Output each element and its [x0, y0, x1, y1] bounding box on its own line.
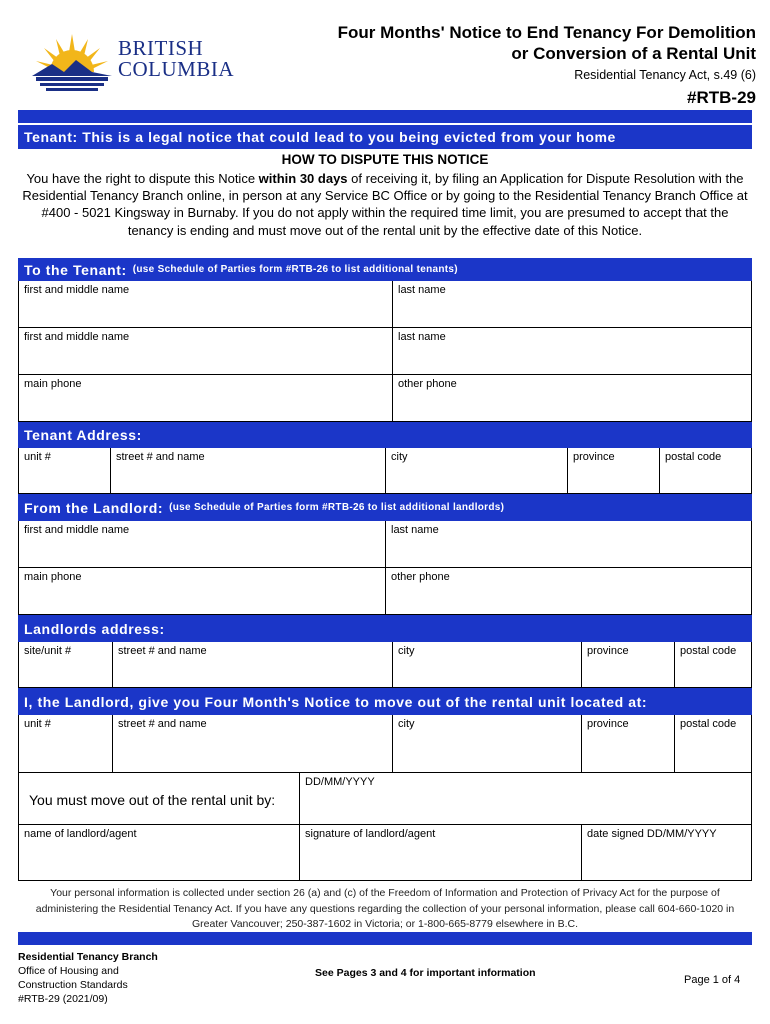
rental-postal-field[interactable] [675, 715, 751, 772]
rental-province-field[interactable] [582, 715, 675, 772]
tenant-name-row-2 [18, 328, 752, 375]
tenant-first-name-field-2[interactable] [19, 328, 393, 374]
landlord-address-row [18, 642, 752, 688]
landlord-phone-row [18, 568, 752, 615]
logo-line-2: COLUMBIA [118, 57, 235, 81]
field-label: city [391, 451, 408, 463]
field-label: postal code [680, 645, 737, 657]
landlord-section-bar [18, 494, 752, 521]
field-label: postal code [665, 451, 722, 463]
field-label: city [398, 645, 415, 657]
field-label: street # and name [118, 718, 207, 730]
field-label: main phone [24, 378, 82, 390]
field-label: main phone [24, 571, 82, 583]
landlord-postal-field[interactable] [675, 642, 751, 687]
landlord-section-heading: From the Landlord: [24, 499, 164, 516]
landlord-last-name-field[interactable] [386, 521, 751, 567]
landlord-province-field[interactable] [582, 642, 675, 687]
tenant-address-row [18, 448, 752, 494]
form-title [286, 22, 756, 64]
field-label: date signed DD/MM/YYYY [587, 828, 717, 840]
divider-bar [18, 110, 752, 123]
field-label: city [398, 718, 415, 730]
landlord-agent-name-field[interactable] [19, 825, 300, 880]
notice-section-heading: I, the Landlord, give you Four Month's Notice to move out of the rental unit located at: [24, 693, 648, 710]
rental-city-field[interactable] [393, 715, 582, 772]
field-label: last name [391, 524, 439, 536]
tenant-other-phone-field[interactable] [393, 375, 751, 421]
landlord-address-bar [18, 615, 752, 642]
tenant-province-field[interactable] [568, 448, 660, 493]
dispute-deadline: within 30 days [258, 171, 348, 186]
tenant-section-bar [18, 258, 752, 281]
move-out-row [18, 773, 752, 825]
landlord-city-field[interactable] [393, 642, 582, 687]
landlord-street-field[interactable] [113, 642, 393, 687]
tenant-street-field[interactable] [111, 448, 386, 493]
field-label: first and middle name [24, 284, 130, 296]
tenant-address-heading: Tenant Address: [24, 427, 142, 443]
rental-unit-field[interactable] [19, 715, 113, 772]
move-out-date-field[interactable] [300, 773, 751, 824]
field-label: street # and name [118, 645, 207, 657]
tenant-last-name-field-2[interactable] [393, 328, 751, 374]
field-label: name of landlord/agent [24, 828, 137, 840]
landlord-main-phone-field[interactable] [19, 568, 386, 614]
dispute-text [18, 170, 752, 239]
field-label: province [573, 451, 615, 463]
date-signed-field[interactable] [582, 825, 751, 880]
dispute-heading: HOW TO DISPUTE THIS NOTICE [281, 152, 489, 167]
tenant-first-name-field-1[interactable] [19, 281, 393, 327]
field-label: signature of landlord/agent [305, 828, 436, 840]
field-label: province [587, 645, 629, 657]
privacy-notice: Your personal information is collected under section 26 (a) and (c) of the Freedom of Information and Protection of Privacy Act for the purpose of administering the Residential Tenancy Act. If you have any questions regarding the collection of your personal information, please call 604-660-1020 in Greater Vancouver; 250-387-1602 in Victoria; or 1-800-665-8779 elsewhere in B.C. [35, 887, 735, 930]
dispute-text-part-2: of receiving it, by filing an Application for Dispute Resolution with the Residential Tenancy Branch online, in person at any Service BC Office or by going to the Residential Tenancy Branch Office at #400 - 5021 Kingsway in Burnaby. If you do not apply within the required time limit, you are presumed to accept that the tenancy is ending and must move out of the rental unit by the effective date of this Notice. [22, 171, 748, 238]
tenant-main-phone-field[interactable] [19, 375, 393, 421]
field-label: unit # [24, 451, 51, 463]
tenant-postal-field[interactable] [660, 448, 751, 493]
field-label: other phone [391, 571, 450, 583]
bc-logo [30, 30, 240, 92]
page-number: Page 1 of 4 [684, 974, 741, 986]
form-title-line-1: Four Months' Notice to End Tenancy For Demolition [337, 23, 756, 42]
dispute-text-part-1: You have the right to dispute this Notice [26, 171, 259, 186]
footer-divider-bar [18, 932, 752, 945]
logo-wordmark [118, 38, 234, 80]
footer-branch: Residential Tenancy Branch [18, 951, 158, 963]
logo-line-1: BRITISH [118, 36, 204, 60]
field-label: street # and name [116, 451, 205, 463]
field-label: postal code [680, 718, 737, 730]
landlord-section-note: (use Schedule of Parties form #RTB-26 to list additional landlords) [169, 502, 505, 513]
form-number: #RTB-29 [687, 88, 756, 107]
form-title-line-2: or Conversion of a Rental Unit [511, 44, 756, 63]
tenant-city-field[interactable] [386, 448, 568, 493]
footer-office-line-2: Construction Standards [18, 979, 128, 991]
footer-branch-info [18, 950, 158, 1006]
landlord-unit-field[interactable] [19, 642, 113, 687]
field-label: last name [398, 284, 446, 296]
tenant-unit-field[interactable] [19, 448, 111, 493]
landlord-first-name-field[interactable] [19, 521, 386, 567]
bc-sun-mountain-icon [30, 30, 114, 92]
field-label: site/unit # [24, 645, 72, 657]
landlord-other-phone-field[interactable] [386, 568, 751, 614]
rental-street-field[interactable] [113, 715, 393, 772]
tenant-section-note: (use Schedule of Parties form #RTB-26 to list additional tenants) [132, 264, 458, 275]
move-out-label: You must move out of the rental unit by: [19, 773, 300, 824]
field-label: unit # [24, 718, 51, 730]
tenant-section-heading: To the Tenant: [24, 261, 127, 278]
landlord-name-row [18, 521, 752, 568]
form-subtitle: Residential Tenancy Act, s.49 (6) [574, 68, 756, 82]
tenant-phone-row [18, 375, 752, 422]
field-label: first and middle name [24, 524, 130, 536]
warning-bar [18, 125, 752, 149]
warning-text: Tenant: This is a legal notice that could lead to you being evicted from your home [24, 129, 616, 145]
field-label: other phone [398, 378, 457, 390]
footer-form-code: #RTB-29 (2021/09) [18, 993, 108, 1005]
field-label: last name [398, 331, 446, 343]
field-label: DD/MM/YYYY [305, 776, 375, 788]
signature-field[interactable] [300, 825, 582, 880]
field-label: province [587, 718, 629, 730]
tenant-name-row-1 [18, 281, 752, 328]
notice-section-bar [18, 688, 752, 715]
tenant-last-name-field-1[interactable] [393, 281, 751, 327]
rental-unit-address-row [18, 715, 752, 773]
field-label: first and middle name [24, 331, 130, 343]
footer-pages-info: See Pages 3 and 4 for important information [315, 967, 536, 979]
landlord-address-heading: Landlords address: [24, 620, 165, 637]
footer-office-line-1: Office of Housing and [18, 965, 119, 977]
signature-row [18, 825, 752, 881]
tenant-address-bar [18, 422, 752, 448]
